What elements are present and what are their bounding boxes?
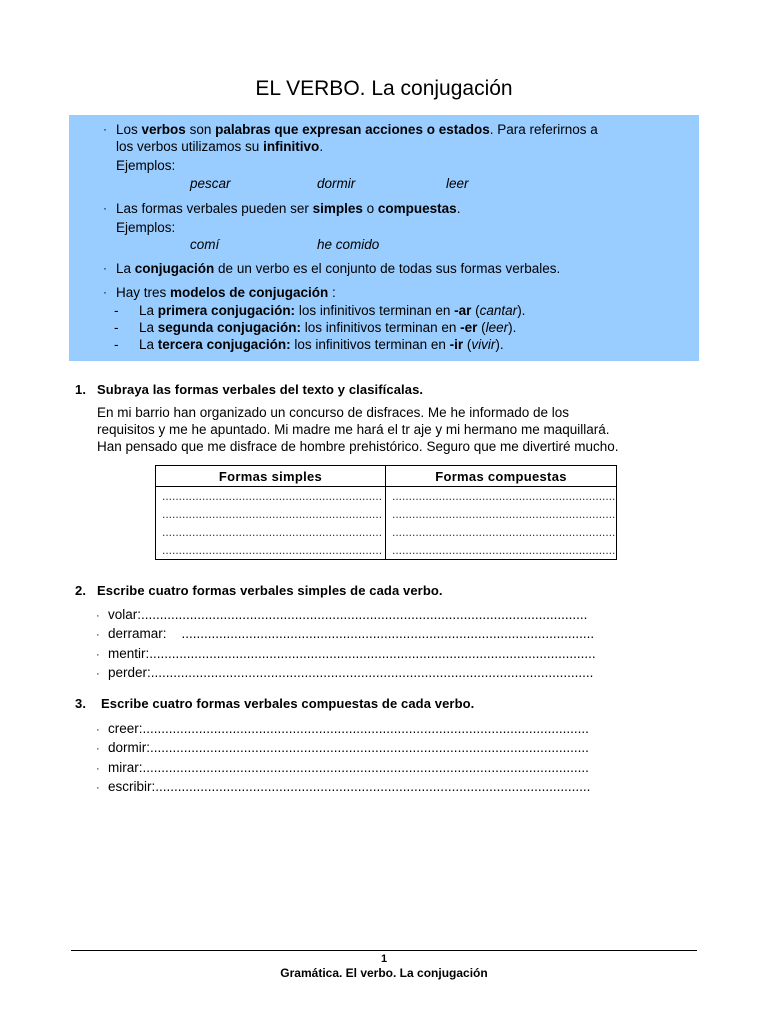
footer-text: Gramática. El verbo. La conjugación	[280, 966, 488, 980]
exercise-1-text-line: Han pensado que me disfrace de hombre prehistórico. Seguro que me divertiré mucho.	[97, 439, 619, 454]
examples-label: Ejemplos:	[116, 220, 176, 235]
answer-cell[interactable]: ...................................................................	[386, 523, 617, 541]
answer-line-perder[interactable]: · perder:......................................................................................................................	[96, 665, 594, 680]
table-row	[156, 523, 617, 541]
table-row	[156, 541, 617, 560]
answer-line-creer[interactable]: · creer:.......................................................................................................................	[96, 721, 589, 736]
page-number: 1	[380, 953, 388, 965]
example-word: dormir	[317, 176, 356, 191]
theory-item-forms: Las formas verbales pueden ser simples o compuestas.	[116, 201, 461, 216]
conjugation-second: La segunda conjugación: los infinitivos terminan en -er (leer).	[139, 320, 517, 335]
exercise-1-text-line: En mi barrio han organizado un concurso de disfraces. Me he informado de los	[97, 405, 570, 420]
answer-line-escribir[interactable]: · escribir:....................................................................................................................	[96, 779, 591, 794]
exercise-2-number: 2.	[75, 583, 87, 598]
answer-cell[interactable]: ..................................................................	[156, 523, 386, 541]
exercise-1-number: 1.	[75, 382, 87, 397]
table-header-row	[156, 466, 617, 487]
examples-label: Ejemplos:	[116, 158, 176, 173]
bullet: ·	[103, 261, 107, 275]
bullet: ·	[103, 285, 107, 299]
classification-table	[155, 465, 617, 560]
answer-cell[interactable]: ..................................................................	[156, 505, 386, 523]
theory-item-conjugation: La conjugación de un verbo es el conjunto de todas sus formas verbales.	[116, 261, 561, 276]
exercise-1-text-line: requisitos y me he apuntado. Mi madre me hará el tr aje y mi hermano me maquillará.	[97, 422, 610, 437]
answer-line-mirar[interactable]: · mirar:.......................................................................................................................	[96, 760, 589, 775]
dash: -	[114, 320, 119, 335]
exercise-3-number: 3.	[75, 696, 87, 711]
conjugation-third: La tercera conjugación: los infinitivos terminan en -ir (vivir).	[139, 337, 504, 352]
exercise-3-heading: Escribe cuatro formas verbales compuestas de cada verbo.	[101, 696, 475, 711]
bullet: ·	[103, 201, 107, 215]
example-word: comí	[190, 237, 220, 252]
theory-box	[69, 115, 699, 361]
example-word: leer	[446, 176, 469, 191]
table-row	[156, 487, 617, 506]
dash: -	[114, 303, 119, 318]
answer-line-volar[interactable]: · volar:.......................................................................................................................	[96, 607, 588, 622]
example-word: he comido	[317, 237, 380, 252]
column-header-simple: Formas simples	[156, 466, 386, 487]
footer-divider	[71, 950, 697, 951]
answer-line-dormir[interactable]: · dormir:.....................................................................................................................	[96, 740, 589, 755]
table-row	[156, 505, 617, 523]
exercise-1-heading: Subraya las formas verbales del texto y clasifícalas.	[97, 382, 424, 397]
answer-line-mentir[interactable]: · mentir:.......................................................................................................................	[96, 646, 596, 661]
dash: -	[114, 337, 119, 352]
answer-cell[interactable]: ..................................................................	[156, 541, 386, 560]
answer-line-derramar[interactable]: · derramar: ..............................................................................................................	[96, 626, 595, 641]
bullet: ·	[103, 122, 107, 136]
answer-cell[interactable]: ...................................................................	[386, 541, 617, 560]
conjugation-first: La primera conjugación: los infinitivos terminan en -ar (cantar).	[139, 303, 526, 318]
column-header-compound: Formas compuestas	[386, 466, 617, 487]
answer-cell[interactable]: ..................................................................	[156, 487, 386, 506]
answer-cell[interactable]: ...................................................................	[386, 505, 617, 523]
answer-cell[interactable]: ...................................................................	[386, 487, 617, 506]
theory-item-verbs-line2: los verbos utilizamos su infinitivo.	[116, 139, 324, 154]
theory-item-models: Hay tres modelos de conjugación :	[116, 285, 336, 300]
page-title: EL VERBO. La conjugación	[255, 77, 513, 100]
exercise-2-heading: Escribe cuatro formas verbales simples de cada verbo.	[97, 583, 443, 598]
example-word: pescar	[190, 176, 231, 191]
theory-item-verbs: Los verbos son palabras que expresan acciones o estados. Para referirnos a	[116, 122, 598, 137]
